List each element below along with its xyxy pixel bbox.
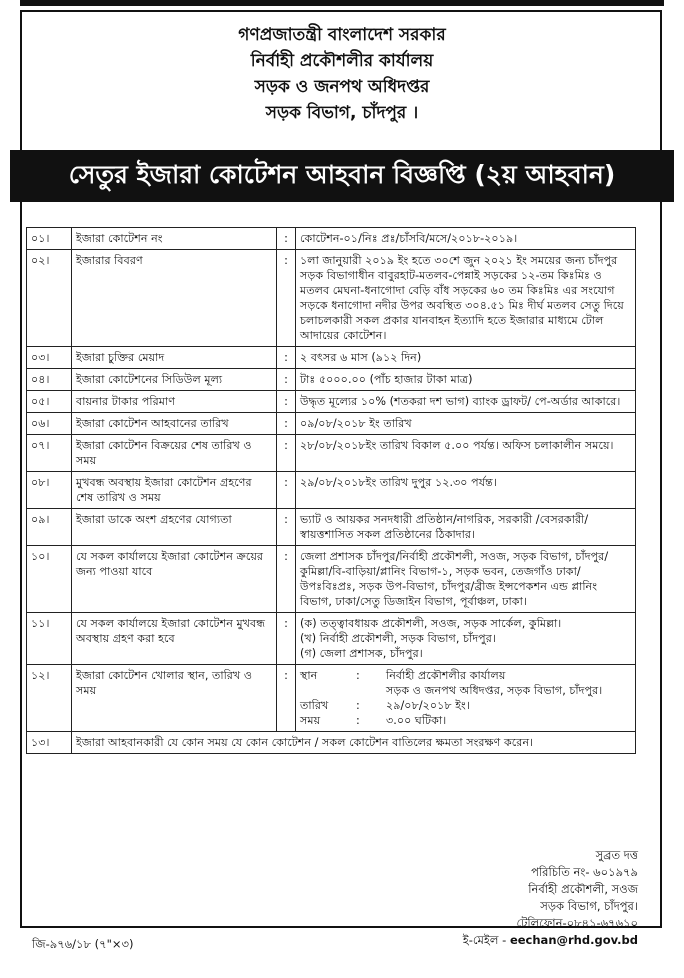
row-value: জেলা প্রশাসক চাঁদপুর/নির্বাহী প্রকৌশলী, সওজ, সড়ক বিভাগ, চাঁদপুর/ কুমিল্লা/বি-বাড়িয়া/প্লানিং বিভাগ-১, সড়ক ভবন, তেজগাঁও ঢাকা/ উপঃবিঃপ্রঃ, সড়ক উপ-বিভাগ, চাঁদপুর/ব্রীজ ইন্সপেকশন এন্ড প্লানিং বিভাগ, ঢাকা/সেতু ডিজাইন বিভাগ, পূর্বাঞ্চল, ঢাকা। [296,546,636,613]
row-value [296,665,636,732]
row-label: ইজারা কোটেশন নং [72,228,277,250]
header-line-1: গণপ্রজাতন্ত্রী বাংলাদেশ সরকার [238,25,446,45]
row-number: ০৩। [27,347,72,369]
row-number: ০৬। [27,413,72,435]
signatory-title: নির্বাহী প্রকৌশলী, সওজ [528,882,638,896]
signatory-name: সুব্রত দত্ত [595,848,638,862]
table-row [27,413,636,435]
row-value: ২৯/০৮/২০১৮ইং তারিখ দুপুর ১২.৩০ পর্যন্ত। [296,472,636,509]
row-label: ইজারা চুক্তির মেয়াদ [72,347,277,369]
row-number: ০৪। [27,369,72,391]
table-row [27,546,636,613]
place-value-1: নির্বাহী প্রকৌশলীর কার্যালয় [386,669,506,682]
top-rule [20,0,664,6]
row-label: ইজারা কোটেশন আহবানের তারিখ [72,413,277,435]
table-row [27,391,636,413]
signatory-id: পরিচিতি নং- ৬০১৯৭৯ [531,865,638,879]
row-colon: : [277,228,296,250]
row-colon: : [277,613,296,665]
sub-colon: : [356,714,360,727]
row-label: ইজারা কোটেশন খোলার স্থান, তারিখ ও সময় [72,665,277,732]
header-line-3: সড়ক ও জনপথ অধিদপ্তর [254,77,430,97]
row-label: ইজারার বিবরণ [72,250,277,347]
row-value: টাঃ ৫০০০.০০ (পাঁচ হাজার টাকা মাত্র) [296,369,636,391]
row-value: ১লা জানুয়ারী ২০১৯ ইং হতে ৩০শে জুন ২০২১ ইং সময়ের জন্য চাঁদপুর সড়ক বিভাগাধীন বাবুরহাট-মতলব-পেন্নাই সড়কের ১২-তম কিঃমিঃ ও মতলব মেঘনা-ধনাগোদা বেড়ি বাঁধ সড়কের ৬০ তম কিঃমিঃ এর সংযোগ সড়কে ধনাগোদা নদীর উপর অবস্থিত ৩০৪.৫১ মিঃ দীর্ঘ মতলব সেতু দিয়ে চলাচলকারী সকল প্রকার যানবাহন ইত্যাদি হতে ইজারার মাধ্যমে টোল আদায়ের কোটেশন। [296,250,636,347]
table-row [27,509,636,546]
row-number: ১৩। [27,732,72,754]
time-value: ৩.০০ ঘটিকা। [386,714,447,727]
table-row-12 [27,665,636,732]
office-line-kha: (খ) নির্বাহী প্রকৌশলী, সড়ক বিভাগ, চাঁদপুর। [300,632,496,645]
notice-title-banner: সেতুর ইজারা কোটেশন আহবান বিজ্ঞপ্তি (২য় আহবান) [10,150,674,202]
header-line-2: নির্বাহী প্রকৌশলীর কার্যালয় [250,51,434,71]
row-colon: : [277,472,296,509]
row-number: ১২। [27,665,72,732]
row-number: ০৫। [27,391,72,413]
office-line-ga: (গ) জেলা প্রশাসক, চাঁদপুর। [300,647,423,660]
row-number: ০১। [27,228,72,250]
date-key: তারিখ [300,699,329,712]
row-value: ২৮/০৮/২০১৮ইং তারিখ বিকাল ৫.০০ পর্যন্ত। অফিস চলাকালীন সময়ে। [296,435,636,472]
table-row [27,435,636,472]
date-value: ২৯/০৮/২০১৮ ইং। [386,699,470,712]
signatory-email-line [463,932,638,949]
row-number: ১১। [27,613,72,665]
table-row [27,347,636,369]
row-value: উদ্ধৃত মূল্যের ১০% (শতকরা দশ ভাগ) ব্যাংক ড্রাফট/ পে-অর্ডার আকারে। [296,391,636,413]
signatory-phone: টেলিফোন-০৮৪১-৬৭৬১০ [516,916,638,930]
row-value: ২ বৎসর ৬ মাস (৯১২ দিন) [296,347,636,369]
row-label: যে সকল কার্যালয়ে ইজারা কোটেশন মুখবন্ধ অবস্থায় গ্রহণ করা হবে [72,613,277,665]
row-value: ভ্যাট ও আয়কর সনদধারী প্রতিষ্ঠান/নাগরিক, সরকারী /বেসরকারী/ স্বায়ত্তশাসিত সকল প্রতিষ্ঠানের ঠিকাদার। [296,509,636,546]
row-number: ০৯। [27,509,72,546]
row-label: বায়নার টাকার পরিমাণ [72,391,277,413]
row-number: ০৮। [27,472,72,509]
email-label: ই-মেইল - [462,933,510,947]
row-label: মুখবন্ধ অবস্থায় ইজারা কোটেশন গ্রহণের শেষ তারিখ ও সময় [72,472,277,509]
row-label: ইজারা ডাকে অংশ গ্রহণের যোগ্যতা [72,509,277,546]
row-value [296,613,636,665]
row-text: ইজারা আহবানকারী যে কোন সময় যে কোন কোটেশন / সকল কোটেশন বাতিলের ক্ষমতা সংরক্ষণ করেন। [72,732,636,754]
table-row-13 [27,732,636,754]
notice-table [26,227,636,754]
reference-code: জি-৯৭৬/১৮ (৭"×৩) [32,937,134,951]
signature-block [463,847,638,949]
row-colon: : [277,665,296,732]
office-line-ka: (ক) তত্ত্বাবধায়ক প্রকৌশলী, সওজ, সড়ক সার্কেল, কুমিল্লা। [300,617,562,630]
row-colon: : [277,435,296,472]
row-value: কোটেশন-০১/নিঃ প্রঃ/চাঁসবি/মসে/২০১৮-২০১৯। [296,228,636,250]
table-row [27,369,636,391]
office-header [0,22,684,126]
row-label: ইজারা কোটেশন বিক্রয়ের শেষ তারিখ ও সময় [72,435,277,472]
row-colon: : [277,347,296,369]
place-value-2: সড়ক ও জনপথ অধিদপ্তর, সড়ক বিভাগ, চাঁদপুর। [386,684,603,697]
row-colon: : [277,546,296,613]
sub-colon: : [356,699,360,712]
table-row [27,228,636,250]
row-colon: : [277,391,296,413]
place-key: স্থান [300,669,318,682]
email-address: eechan@rhd.gov.bd [509,933,638,947]
sub-colon: : [356,669,360,682]
header-line-4: সড়ক বিভাগ, চাঁদপুর । [265,103,419,123]
table-row [27,472,636,509]
row-number: ০৭। [27,435,72,472]
row-label: যে সকল কার্যালয়ে ইজারা কোটেশন ক্রয়ের জন্য পাওয়া যাবে [72,546,277,613]
row-number: ০২। [27,250,72,347]
row-value: ০৯/০৮/২০১৮ ইং তারিখ [296,413,636,435]
row-colon: : [277,369,296,391]
table-row [27,250,636,347]
row-label: ইজারা কোটেশনের সিডিউল মূল্য [72,369,277,391]
signatory-office: সড়ক বিভাগ, চাঁদপুর। [540,899,638,913]
time-key: সময় [300,714,321,727]
row-colon: : [277,509,296,546]
table-row-11 [27,613,636,665]
row-colon: : [277,250,296,347]
row-colon: : [277,413,296,435]
row-number: ১০। [27,546,72,613]
